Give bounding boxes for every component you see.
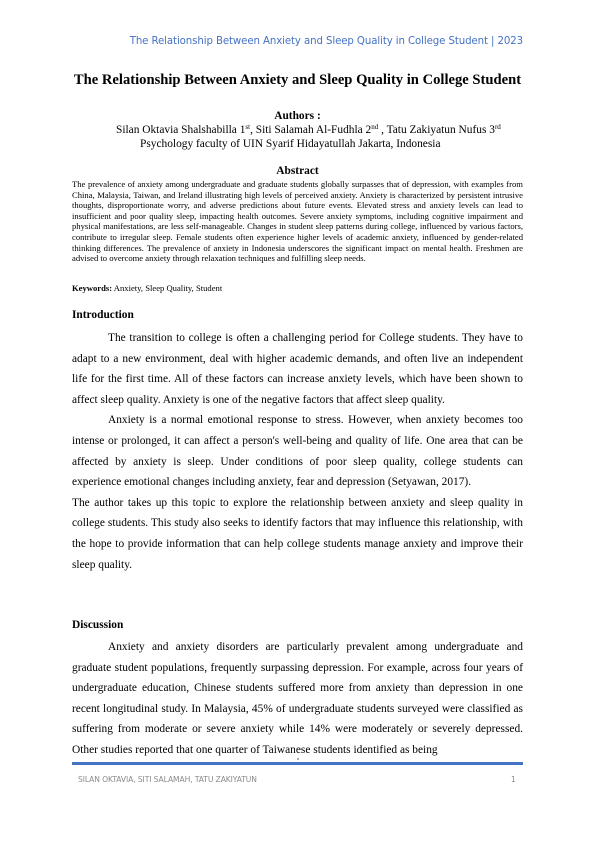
footer-mark	[297, 758, 299, 760]
author-3: , Tatu Zakiyatun Nufus 3	[378, 124, 495, 136]
abstract-heading: Abstract	[276, 165, 319, 177]
page-number: 1	[511, 775, 516, 784]
footer-authors: SILAN OKTAVIA, SITI SALAMAH, TATU ZAKIYATUN	[78, 775, 257, 784]
introduction-paragraph-2: Anxiety is a normal emotional response to stress. However, when anxiety becomes too intense or prolonged, it can affect a person's well-being and quality of life. One area that can be affected by anxiety is sleep. Under conditions of poor sleep quality, college students can experience emotional changes including anxiety, fear and depression (Setyawan, 2017).	[72, 414, 523, 489]
abstract-text: The prevalence of anxiety among undergraduate and graduate students globally surpasses that of depression, with examples from China, Malaysia, Taiwan, and Ireland illustrating high levels of perceived anxiety. Anxiety is characterized by persistent intrusive thoughts, disproportionate worry, and adverse predictions about future events. Elevated stress and anxiety levels can lead to insufficient and poor quality sleep, impacting health outcomes. Severe anxiety symptoms, including cognitive impairment and physical manifestations, are less self-manageable. Changes in student sleep patterns during college, influenced by various factors, contribute to irregular sleep. Female students often experience higher levels of academic anxiety, influenced by gender-related thinking differences. The prevalence of anxiety in Indonesia underscores the significant impact on mental health. Freshmen are advised to overcome anxiety through relaxation techniques and fulfilling sleep needs.	[72, 179, 523, 264]
author-3-ordinal: rd	[494, 123, 501, 131]
footer-rule	[72, 762, 523, 765]
introduction-heading: Introduction	[72, 309, 134, 321]
keywords-label: Keywords:	[72, 283, 113, 293]
author-2: , Siti Salamah Al-Fudhla 2	[250, 124, 372, 136]
affiliation: Psychology faculty of UIN Syarif Hidayatullah Jakarta, Indonesia	[140, 138, 441, 150]
discussion-heading: Discussion	[72, 619, 124, 631]
discussion-paragraph-1: Anxiety and anxiety disorders are particularly prevalent among undergraduate and graduate student populations, frequently surpassing depression. For example, across four years of undergraduate education, Chinese students suffered more from anxiety than depression in one recent longitudinal study. In Malaysia, 45% of undergraduate students surveyed were classified as suffering from moderate or severe anxiety while 14% were moderately or severely depressed. Other studies reported that one quarter of Taiwanese students identified as being	[72, 641, 523, 756]
keywords	[72, 283, 523, 294]
keywords-list: Anxiety, Sleep Quality, Student	[112, 283, 223, 293]
introduction-paragraph-3: The author takes up this topic to explore the relationship between anxiety and sleep quality in college students. This study also seeks to identify factors that may influence this relationship, with the hope to provide information that can help college students manage anxiety and improve their sleep quality.	[72, 496, 523, 571]
author-1-ordinal: st	[245, 123, 251, 131]
paper-title: The Relationship Between Anxiety and Sleep Quality in College Student	[73, 72, 522, 88]
discussion-body	[72, 637, 523, 761]
author-2-ordinal: nd	[371, 123, 379, 131]
running-header: The Relationship Between Anxiety and Sleep Quality in College Student | 2023	[129, 36, 523, 47]
authors-label: Authors :	[274, 110, 321, 122]
author-1: Silan Oktavia Shalshabilla 1	[116, 124, 246, 136]
introduction-paragraph-1: The transition to college is often a challenging period for College students. They have to adapt to a new environment, deal with higher academic demands, and often live an independent life for the first time. All of these factors can increase anxiety levels, which have been shown to affect sleep quality. Anxiety is one of the negative factors that affect sleep quality.	[72, 332, 523, 406]
authors-line	[116, 124, 501, 136]
introduction-body	[72, 328, 523, 575]
